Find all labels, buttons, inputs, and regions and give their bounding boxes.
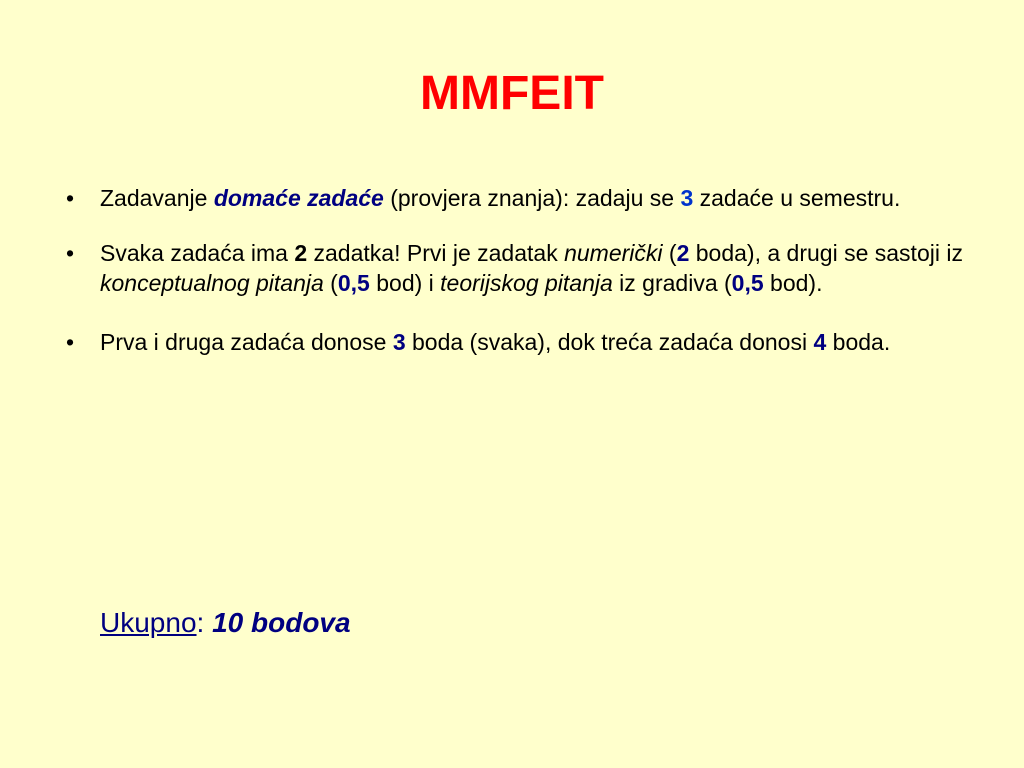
text-segment: bod). bbox=[763, 270, 823, 296]
bullet-item-tasks bbox=[60, 238, 980, 298]
text-segment: Svaka zadaća ima bbox=[100, 240, 295, 266]
total-line bbox=[100, 605, 351, 641]
text-segment: Zadavanje bbox=[100, 185, 214, 211]
total-value: 10 bodova bbox=[212, 607, 351, 638]
bullet-icon: • bbox=[65, 329, 75, 355]
text-segment: zadaće u semestru. bbox=[693, 185, 901, 211]
text-segment: boda), a drugi se sastoji iz bbox=[689, 240, 963, 266]
text-segment: zadatka! Prvi je zadatak bbox=[307, 240, 565, 266]
bullet-icon: • bbox=[65, 240, 75, 266]
bullet-icon: • bbox=[65, 185, 75, 211]
text-segment: iz gradiva ( bbox=[612, 270, 732, 296]
text-segment: bod) i bbox=[369, 270, 441, 296]
emphasis-numeric: numerički bbox=[564, 240, 663, 266]
third-points: 4 bbox=[813, 329, 827, 355]
emphasis-theoretical: teorijskog pitanja bbox=[440, 270, 613, 296]
theoretical-points: 0,5 bbox=[731, 270, 764, 296]
text-segment: (provjera znanja): zadaju se bbox=[383, 185, 681, 211]
text-segment: ( bbox=[662, 240, 677, 266]
conceptual-points: 0,5 bbox=[337, 270, 370, 296]
numeric-points: 2 bbox=[676, 240, 690, 266]
emphasis-conceptual: konceptualnog pitanja bbox=[100, 270, 324, 296]
text-segment: Prva i druga zadaća donose bbox=[100, 329, 393, 355]
task-count: 2 bbox=[294, 240, 308, 266]
bullet-item-homework bbox=[60, 183, 980, 213]
text-segment: boda. bbox=[826, 329, 891, 355]
first-second-points: 3 bbox=[392, 329, 406, 355]
bullet-list bbox=[60, 183, 980, 357]
slide-title: MMFEIT bbox=[420, 67, 604, 120]
emphasis-homework: domaće zadaće bbox=[213, 185, 384, 211]
homework-count: 3 bbox=[680, 185, 694, 211]
total-separator: : bbox=[196, 607, 213, 638]
total-label: Ukupno bbox=[100, 607, 197, 638]
text-segment: boda (svaka), dok treća zadaća donosi bbox=[405, 329, 814, 355]
bullet-item-points bbox=[60, 327, 980, 357]
text-segment: ( bbox=[323, 270, 338, 296]
